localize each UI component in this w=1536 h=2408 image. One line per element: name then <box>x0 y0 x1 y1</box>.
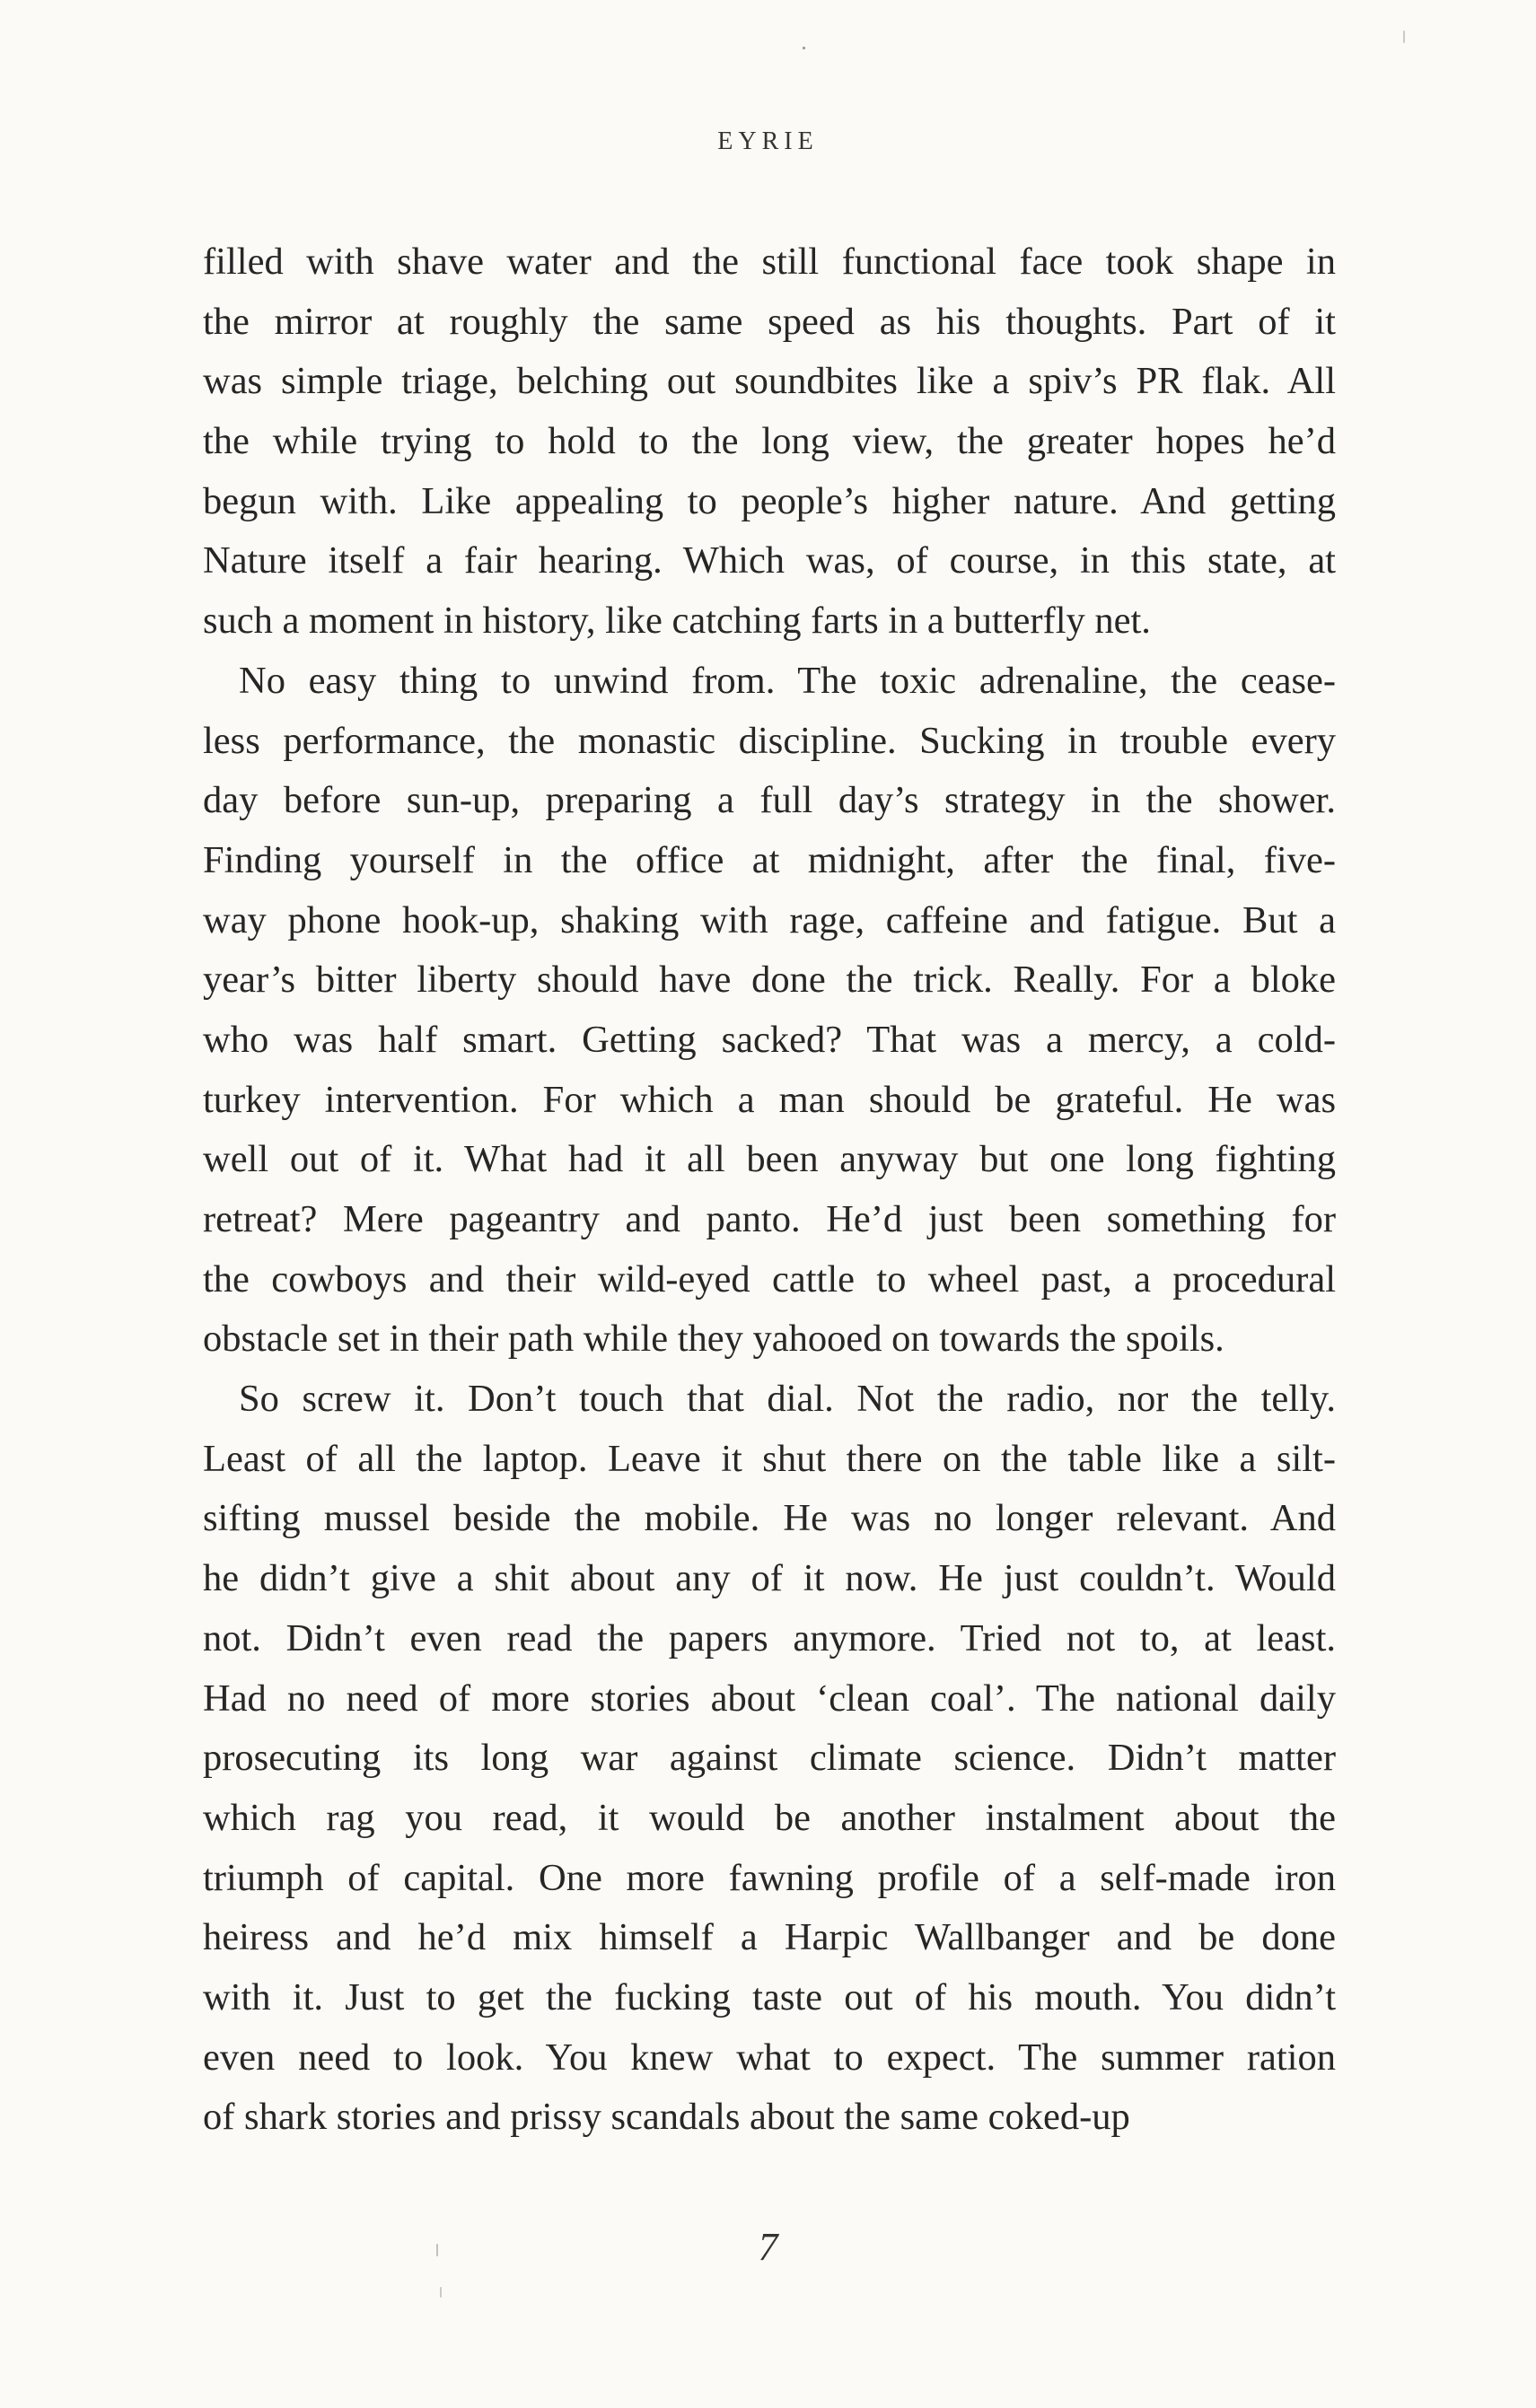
paragraph <box>203 1370 1336 2148</box>
text-line: year’s bitter liberty should have done the trick. Really. For a bloke <box>203 959 1336 1002</box>
text-line: prosecuting its long war against climate science. Didn’t matter <box>203 1737 1336 1780</box>
text-line: was simple triage, belching out soundbites like a spiv’s PR flak. All <box>203 360 1336 403</box>
text-line: day before sun-up, preparing a full day’s strategy in the shower. <box>203 779 1336 822</box>
scan-speck <box>436 2244 438 2256</box>
text-line: sifting mussel beside the mobile. He was no longer relevant. And <box>203 1497 1336 1540</box>
text-line: way phone hook-up, shaking with rage, caffeine and fatigue. But a <box>203 898 1336 941</box>
text-line: the cowboys and their wild-eyed cattle to wheel past, a procedural <box>203 1257 1336 1300</box>
text-line: filled with shave water and the still functional face took shape in <box>203 241 1336 283</box>
text-line: turkey intervention. For which a man should be grateful. He was <box>203 1078 1336 1121</box>
running-head: EYRIE <box>717 127 819 155</box>
page-number: 7 <box>758 2225 778 2269</box>
text-line: not. Didn’t even read the papers anymore. Tried not to, at least. <box>203 1616 1336 1659</box>
text-line: the while trying to hold to the long view, the greater hopes he’d <box>203 420 1336 463</box>
text-line: Had no need of more stories about ‘clean coal’. The national daily <box>203 1677 1336 1720</box>
text-line: No easy thing to unwind from. The toxic adrenaline, the cease- <box>239 659 1336 702</box>
text-line: such a moment in history, like catching farts in a butterfly net. <box>203 600 1151 643</box>
text-line: So screw it. Don’t touch that dial. Not the radio, nor the telly. <box>239 1378 1336 1421</box>
text-line: Finding yourself in the office at midnight, after the final, five- <box>203 838 1336 881</box>
text-line: Least of all the laptop. Leave it shut there on the table like a silt- <box>203 1437 1336 1480</box>
text-line: retreat? Mere pageantry and panto. He’d just been something for <box>203 1198 1336 1240</box>
paragraph <box>203 652 1336 1370</box>
text-line: well out of it. What had it all been anyway but one long fighting <box>203 1138 1336 1181</box>
text-line: begun with. Like appealing to people’s higher nature. And getting <box>203 479 1336 522</box>
text-line: the mirror at roughly the same speed as his thoughts. Part of it <box>203 300 1336 343</box>
scan-speck <box>1403 31 1405 43</box>
text-line: Nature itself a fair hearing. Which was, of course, in this state, at <box>203 539 1336 582</box>
text-line: he didn’t give a shit about any of it now. He just couldn’t. Would <box>203 1557 1336 1600</box>
text-line: with it. Just to get the fucking taste out of his mouth. You didn’t <box>203 1975 1336 2018</box>
text-line: less performance, the monastic discipline. Sucking in trouble every <box>203 719 1336 762</box>
text-line: of shark stories and prissy scandals about the same coked-up <box>203 2096 1130 2139</box>
scan-speck <box>803 47 805 49</box>
text-line: triumph of capital. One more fawning profile of a self-made iron <box>203 1856 1336 1899</box>
text-line: even need to look. You knew what to expect. The summer ration <box>203 2036 1336 2079</box>
scan-speck <box>440 2287 442 2298</box>
body-text <box>203 232 1336 2148</box>
text-line: heiress and he’d mix himself a Harpic Wallbanger and be done <box>203 1916 1336 1959</box>
text-line: who was half smart. Getting sacked? That was a mercy, a cold- <box>203 1018 1336 1061</box>
text-line: obstacle set in their path while they yahooed on towards the spoils. <box>203 1318 1224 1361</box>
paragraph <box>203 232 1336 652</box>
text-line: which rag you read, it would be another instalment about the <box>203 1796 1336 1839</box>
